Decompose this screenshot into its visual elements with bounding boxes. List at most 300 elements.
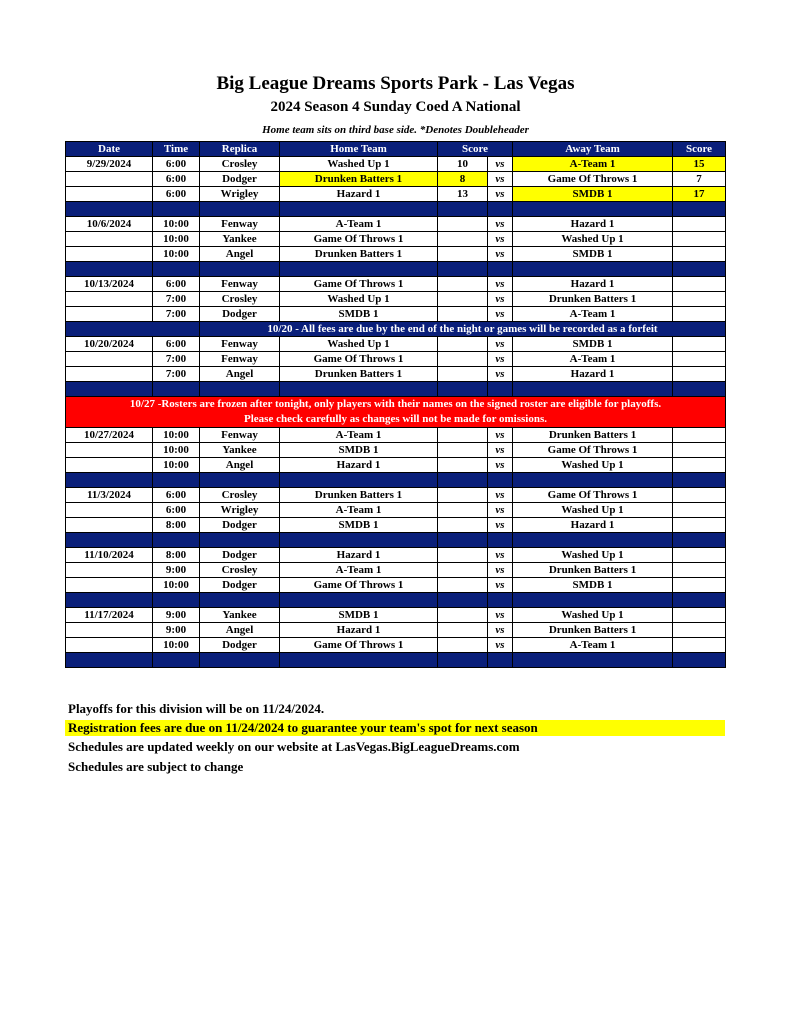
- away-team: SMDB 1: [513, 337, 673, 352]
- separator-cell: [280, 202, 438, 217]
- separator-cell: [673, 473, 726, 488]
- away-team: A-Team 1: [513, 352, 673, 367]
- game-field: Crosley: [200, 157, 280, 172]
- separator-cell: [513, 653, 673, 668]
- game-field: Wrigley: [200, 503, 280, 518]
- game-time: 7:00: [153, 352, 200, 367]
- separator-cell: [673, 533, 726, 548]
- separator-cell: [153, 262, 200, 277]
- away-score: [673, 307, 726, 322]
- away-team: Hazard 1: [513, 277, 673, 292]
- playoffs-note: Playoffs for this division will be on 11/24/2024.: [68, 701, 325, 716]
- game-time: 6:00: [153, 172, 200, 187]
- fees-notice-text: [200, 322, 726, 337]
- away-score: [673, 548, 726, 563]
- game-row: [66, 623, 726, 638]
- game-date: 9/29/2024: [66, 157, 153, 172]
- game-row: [66, 563, 726, 578]
- game-date: [66, 638, 153, 653]
- header-away-team: Away Team: [513, 142, 673, 157]
- week-separator: [66, 653, 726, 668]
- game-date: 11/3/2024: [66, 488, 153, 503]
- home-score: [438, 548, 488, 563]
- separator-cell: [673, 593, 726, 608]
- game-field: Fenway: [200, 337, 280, 352]
- game-row: [66, 488, 726, 503]
- away-team: Washed Up 1: [513, 503, 673, 518]
- home-score: 13: [438, 187, 488, 202]
- away-score: [673, 488, 726, 503]
- game-date: 10/20/2024: [66, 337, 153, 352]
- game-field: Yankee: [200, 608, 280, 623]
- separator-cell: [280, 593, 438, 608]
- away-team: Hazard 1: [513, 367, 673, 382]
- vs-label: vs: [488, 157, 513, 172]
- separator-cell: [280, 262, 438, 277]
- away-team: SMDB 1: [513, 578, 673, 593]
- vs-label: vs: [488, 488, 513, 503]
- game-time: 9:00: [153, 623, 200, 638]
- vs-label: vs: [488, 232, 513, 247]
- away-team: SMDB 1: [513, 187, 673, 202]
- separator-cell: [438, 202, 488, 217]
- away-score: [673, 292, 726, 307]
- game-date: [66, 247, 153, 262]
- header-time: Time: [153, 142, 200, 157]
- separator-cell: [200, 262, 280, 277]
- home-team: SMDB 1: [280, 608, 438, 623]
- separator-cell: [673, 262, 726, 277]
- away-team: A-Team 1: [513, 638, 673, 653]
- game-field: Fenway: [200, 277, 280, 292]
- home-score: 10: [438, 157, 488, 172]
- header-replica: Replica: [200, 142, 280, 157]
- game-field: Crosley: [200, 488, 280, 503]
- away-score: [673, 352, 726, 367]
- game-field: Dodger: [200, 307, 280, 322]
- away-team: Washed Up 1: [513, 458, 673, 473]
- separator-cell: [488, 473, 513, 488]
- rosters-notice: [66, 397, 726, 428]
- home-team: Drunken Batters 1: [280, 488, 438, 503]
- separator-cell: [200, 202, 280, 217]
- game-date: [66, 518, 153, 533]
- home-team: Hazard 1: [280, 187, 438, 202]
- away-score: [673, 518, 726, 533]
- separator-cell: [438, 593, 488, 608]
- home-score: [438, 277, 488, 292]
- game-time: 10:00: [153, 232, 200, 247]
- game-date: [66, 458, 153, 473]
- separator-cell: [513, 533, 673, 548]
- home-team: Drunken Batters 1: [280, 367, 438, 382]
- away-score: [673, 608, 726, 623]
- away-score: [673, 217, 726, 232]
- week-separator: [66, 593, 726, 608]
- away-score: [673, 443, 726, 458]
- game-date: 11/17/2024: [66, 608, 153, 623]
- separator-cell: [438, 473, 488, 488]
- away-team: Washed Up 1: [513, 548, 673, 563]
- home-team: Hazard 1: [280, 548, 438, 563]
- game-time: 10:00: [153, 578, 200, 593]
- away-score: 17: [673, 187, 726, 202]
- header-row: [66, 142, 726, 157]
- away-score: [673, 232, 726, 247]
- game-field: Dodger: [200, 548, 280, 563]
- game-time: 6:00: [153, 337, 200, 352]
- away-score: [673, 277, 726, 292]
- schedule-table: [65, 141, 726, 668]
- home-score: [438, 518, 488, 533]
- vs-label: vs: [488, 578, 513, 593]
- separator-cell: [438, 533, 488, 548]
- game-time: 6:00: [153, 488, 200, 503]
- game-field: Dodger: [200, 578, 280, 593]
- home-team: Washed Up 1: [280, 292, 438, 307]
- game-field: Wrigley: [200, 187, 280, 202]
- away-team: Washed Up 1: [513, 608, 673, 623]
- vs-label: vs: [488, 458, 513, 473]
- vs-label: vs: [488, 277, 513, 292]
- separator-cell: [513, 473, 673, 488]
- home-score: [438, 292, 488, 307]
- vs-label: vs: [488, 172, 513, 187]
- game-row: [66, 217, 726, 232]
- away-team: Drunken Batters 1: [513, 563, 673, 578]
- game-row: [66, 638, 726, 653]
- rosters-notice-line-2: Please check carefully as changes will not be made for omissions.: [244, 413, 547, 425]
- away-score: [673, 638, 726, 653]
- separator-cell: [280, 473, 438, 488]
- game-date: [66, 232, 153, 247]
- change-note: Schedules are subject to change: [68, 759, 244, 774]
- game-row: [66, 458, 726, 473]
- separator-cell: [66, 593, 153, 608]
- game-field: Dodger: [200, 638, 280, 653]
- separator-cell: [200, 473, 280, 488]
- vs-label: vs: [488, 608, 513, 623]
- separator-cell: [66, 202, 153, 217]
- home-score: [438, 428, 488, 443]
- game-time: 9:00: [153, 608, 200, 623]
- home-team: SMDB 1: [280, 443, 438, 458]
- registration-note: Registration fees are due on 11/24/2024 to guarantee your team's spot for next season: [65, 720, 725, 736]
- schedule-body: [66, 157, 726, 668]
- separator-cell: [153, 473, 200, 488]
- separator-cell: [200, 382, 280, 397]
- vs-label: vs: [488, 352, 513, 367]
- game-row: [66, 428, 726, 443]
- vs-label: vs: [488, 518, 513, 533]
- away-team: Washed Up 1: [513, 232, 673, 247]
- home-score: [438, 352, 488, 367]
- separator-cell: [153, 382, 200, 397]
- game-time: 9:00: [153, 563, 200, 578]
- vs-label: vs: [488, 428, 513, 443]
- vs-label: vs: [488, 443, 513, 458]
- game-field: Angel: [200, 367, 280, 382]
- game-time: 10:00: [153, 217, 200, 232]
- game-row: [66, 578, 726, 593]
- vs-label: vs: [488, 638, 513, 653]
- game-field: Dodger: [200, 518, 280, 533]
- separator-cell: [153, 202, 200, 217]
- vs-label: vs: [488, 247, 513, 262]
- separator-cell: [280, 533, 438, 548]
- home-score: [438, 563, 488, 578]
- game-field: Dodger: [200, 172, 280, 187]
- separator-cell: [66, 533, 153, 548]
- away-score: [673, 428, 726, 443]
- home-score: [438, 638, 488, 653]
- away-team: Game Of Throws 1: [513, 443, 673, 458]
- home-team: SMDB 1: [280, 307, 438, 322]
- week-separator: [66, 533, 726, 548]
- home-team: Game Of Throws 1: [280, 578, 438, 593]
- away-team: Game Of Throws 1: [513, 488, 673, 503]
- away-score: 15: [673, 157, 726, 172]
- header-home-team: Home Team: [280, 142, 438, 157]
- home-team: Drunken Batters 1: [280, 172, 438, 187]
- game-time: 7:00: [153, 292, 200, 307]
- game-row: [66, 277, 726, 292]
- game-row: [66, 292, 726, 307]
- week-separator: [66, 202, 726, 217]
- separator-cell: [153, 653, 200, 668]
- home-team: A-Team 1: [280, 217, 438, 232]
- separator-cell: [280, 382, 438, 397]
- game-row: [66, 608, 726, 623]
- separator-cell: [153, 533, 200, 548]
- game-field: Crosley: [200, 292, 280, 307]
- game-time: 8:00: [153, 518, 200, 533]
- home-score: [438, 367, 488, 382]
- home-team-note: Home team sits on third base side. *Denotes Doubleheader: [262, 124, 529, 136]
- game-field: Angel: [200, 458, 280, 473]
- vs-label: vs: [488, 307, 513, 322]
- game-date: [66, 352, 153, 367]
- game-row: [66, 548, 726, 563]
- separator-cell: [488, 653, 513, 668]
- home-team: Hazard 1: [280, 623, 438, 638]
- home-team: Drunken Batters 1: [280, 247, 438, 262]
- website-note: Schedules are updated weekly on our website at LasVegas.BigLeagueDreams.com: [68, 739, 520, 754]
- separator-cell: [488, 593, 513, 608]
- away-score: [673, 458, 726, 473]
- home-score: [438, 232, 488, 247]
- home-team: Game Of Throws 1: [280, 638, 438, 653]
- game-field: Crosley: [200, 563, 280, 578]
- home-team: Washed Up 1: [280, 337, 438, 352]
- rosters-notice-text: [66, 397, 726, 428]
- game-date: 10/6/2024: [66, 217, 153, 232]
- away-team: Drunken Batters 1: [513, 623, 673, 638]
- game-field: Fenway: [200, 428, 280, 443]
- week-separator: [66, 262, 726, 277]
- separator-cell: [153, 593, 200, 608]
- game-time: 6:00: [153, 503, 200, 518]
- game-row: [66, 352, 726, 367]
- fees-notice-line-1: 10/20 - All fees are due by the end of the night or games will be recorded as a forfeit: [267, 323, 658, 335]
- week-separator: [66, 473, 726, 488]
- game-row: [66, 172, 726, 187]
- game-time: 10:00: [153, 638, 200, 653]
- game-row: [66, 307, 726, 322]
- game-date: 10/27/2024: [66, 428, 153, 443]
- separator-cell: [438, 653, 488, 668]
- header-away-score: Score: [673, 142, 726, 157]
- separator-cell: [200, 593, 280, 608]
- away-team: Drunken Batters 1: [513, 292, 673, 307]
- home-score: [438, 443, 488, 458]
- game-row: [66, 337, 726, 352]
- fees-notice: [66, 322, 726, 337]
- game-field: Yankee: [200, 232, 280, 247]
- game-row: [66, 518, 726, 533]
- home-team: Washed Up 1: [280, 157, 438, 172]
- away-score: 7: [673, 172, 726, 187]
- away-team: Game Of Throws 1: [513, 172, 673, 187]
- game-row: [66, 247, 726, 262]
- separator-cell: [438, 262, 488, 277]
- home-score: [438, 578, 488, 593]
- separator-cell: [200, 653, 280, 668]
- game-date: [66, 578, 153, 593]
- game-time: 10:00: [153, 428, 200, 443]
- game-time: 7:00: [153, 307, 200, 322]
- away-score: [673, 503, 726, 518]
- vs-label: vs: [488, 503, 513, 518]
- home-team: Game Of Throws 1: [280, 352, 438, 367]
- home-team: A-Team 1: [280, 428, 438, 443]
- game-date: 11/10/2024: [66, 548, 153, 563]
- game-field: Yankee: [200, 443, 280, 458]
- game-date: [66, 187, 153, 202]
- separator-cell: [438, 382, 488, 397]
- vs-label: vs: [488, 217, 513, 232]
- separator-cell: [513, 593, 673, 608]
- game-time: 6:00: [153, 277, 200, 292]
- game-time: 6:00: [153, 157, 200, 172]
- header-home-score: Score: [438, 142, 513, 157]
- separator-cell: [513, 262, 673, 277]
- game-time: 10:00: [153, 443, 200, 458]
- game-date: [66, 563, 153, 578]
- away-score: [673, 367, 726, 382]
- game-date: [66, 503, 153, 518]
- separator-cell: [200, 533, 280, 548]
- away-score: [673, 337, 726, 352]
- week-separator: [66, 382, 726, 397]
- game-row: [66, 367, 726, 382]
- away-team: Hazard 1: [513, 217, 673, 232]
- separator-cell: [513, 382, 673, 397]
- away-score: [673, 578, 726, 593]
- header-date: Date: [66, 142, 153, 157]
- home-score: [438, 458, 488, 473]
- game-row: [66, 232, 726, 247]
- game-date: [66, 623, 153, 638]
- home-team: Game Of Throws 1: [280, 232, 438, 247]
- vs-label: vs: [488, 548, 513, 563]
- game-field: Angel: [200, 623, 280, 638]
- home-team: A-Team 1: [280, 563, 438, 578]
- game-time: 7:00: [153, 367, 200, 382]
- home-score: [438, 247, 488, 262]
- home-score: [438, 503, 488, 518]
- separator-cell: [488, 533, 513, 548]
- vs-label: vs: [488, 563, 513, 578]
- vs-label: vs: [488, 367, 513, 382]
- away-team: Drunken Batters 1: [513, 428, 673, 443]
- game-time: 6:00: [153, 187, 200, 202]
- separator-cell: [673, 202, 726, 217]
- notice-spacer: [66, 322, 200, 337]
- game-row: [66, 157, 726, 172]
- separator-cell: [673, 382, 726, 397]
- home-score: [438, 217, 488, 232]
- separator-cell: [66, 382, 153, 397]
- separator-cell: [488, 202, 513, 217]
- game-row: [66, 503, 726, 518]
- away-team: A-Team 1: [513, 157, 673, 172]
- vs-label: vs: [488, 623, 513, 638]
- game-field: Angel: [200, 247, 280, 262]
- separator-cell: [66, 473, 153, 488]
- away-score: [673, 623, 726, 638]
- game-row: [66, 443, 726, 458]
- page-subtitle: 2024 Season 4 Sunday Coed A National: [270, 99, 521, 115]
- rosters-notice-line-1: 10/27 -Rosters are frozen after tonight, only players with their names on the signed roster are eligible for playoffs.: [129, 398, 662, 410]
- game-time: 10:00: [153, 458, 200, 473]
- home-team: A-Team 1: [280, 503, 438, 518]
- separator-cell: [488, 382, 513, 397]
- separator-cell: [66, 653, 153, 668]
- home-score: [438, 307, 488, 322]
- home-score: [438, 623, 488, 638]
- away-score: [673, 563, 726, 578]
- game-date: [66, 292, 153, 307]
- game-date: [66, 307, 153, 322]
- away-score: [673, 247, 726, 262]
- away-team: A-Team 1: [513, 307, 673, 322]
- away-team: Hazard 1: [513, 518, 673, 533]
- vs-label: vs: [488, 187, 513, 202]
- separator-cell: [66, 262, 153, 277]
- game-field: Fenway: [200, 352, 280, 367]
- game-date: [66, 443, 153, 458]
- away-team: SMDB 1: [513, 247, 673, 262]
- game-date: 10/13/2024: [66, 277, 153, 292]
- game-date: [66, 367, 153, 382]
- separator-cell: [513, 202, 673, 217]
- home-score: [438, 488, 488, 503]
- home-score: [438, 337, 488, 352]
- separator-cell: [280, 653, 438, 668]
- home-team: Game Of Throws 1: [280, 277, 438, 292]
- game-time: 10:00: [153, 247, 200, 262]
- separator-cell: [673, 653, 726, 668]
- home-team: Hazard 1: [280, 458, 438, 473]
- game-field: Fenway: [200, 217, 280, 232]
- game-time: 8:00: [153, 548, 200, 563]
- vs-label: vs: [488, 337, 513, 352]
- game-date: [66, 172, 153, 187]
- home-score: [438, 608, 488, 623]
- home-team: SMDB 1: [280, 518, 438, 533]
- game-row: [66, 187, 726, 202]
